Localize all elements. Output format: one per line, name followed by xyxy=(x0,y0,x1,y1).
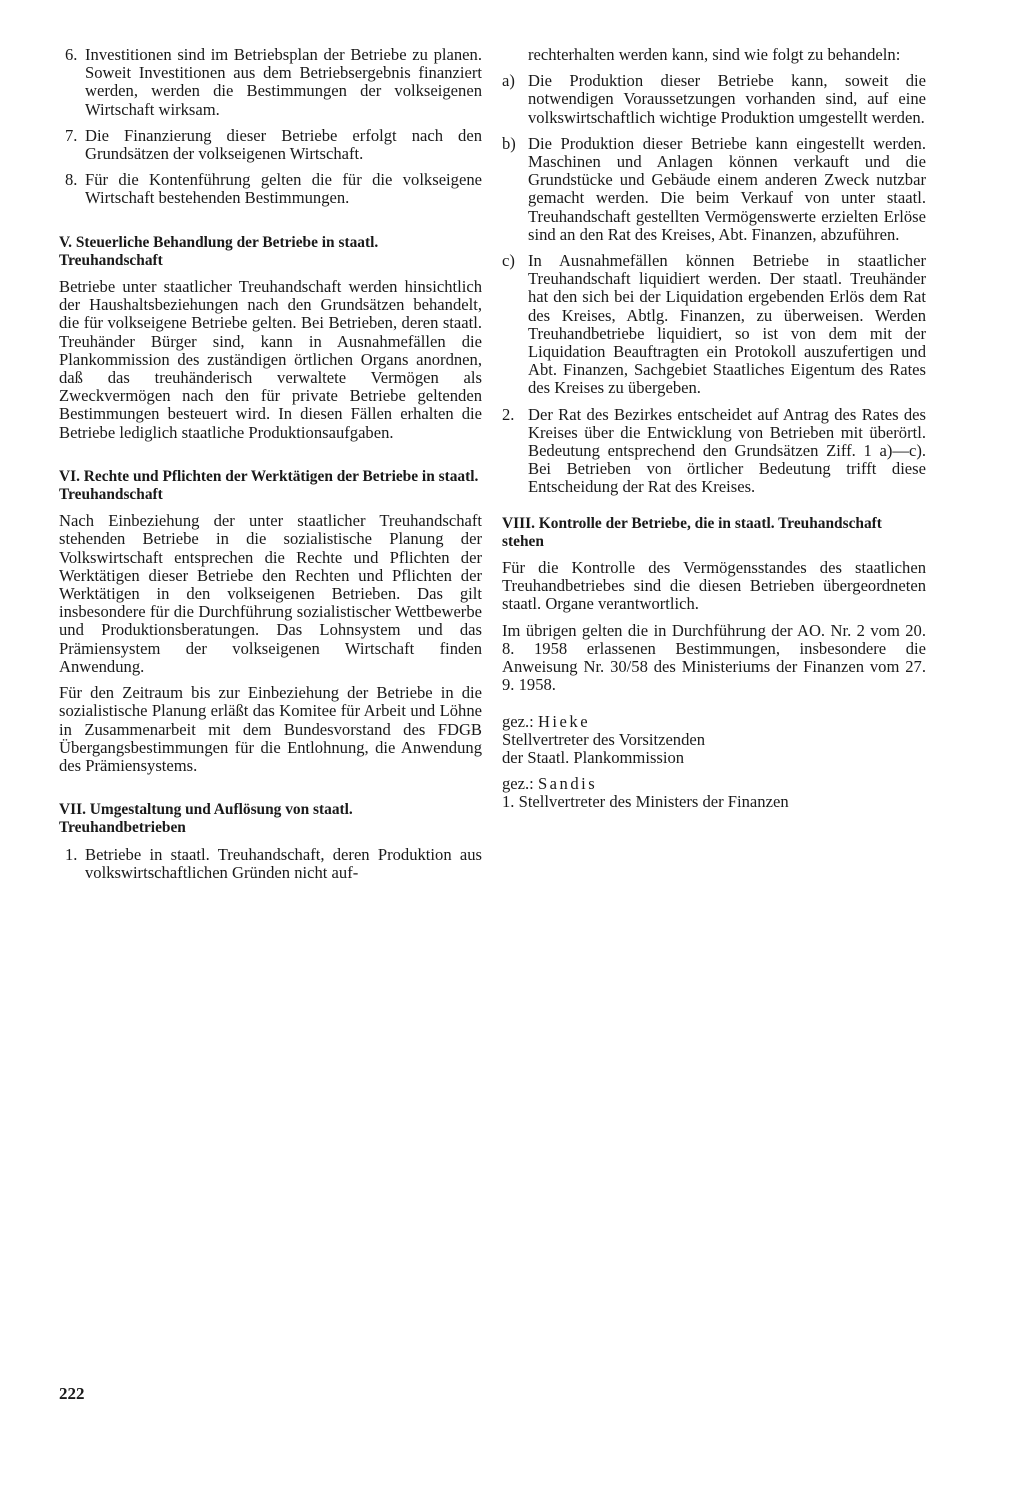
list-item xyxy=(59,846,482,882)
section-v-heading: V. Steuerliche Behandlung der Betriebe in staatl. Treuhandschaft xyxy=(59,233,379,269)
signatory-title: Stellvertreter des Vorsitzenden xyxy=(502,729,706,749)
section-vii-heading: VII. Umgestaltung und Auflösung von staatl. Treuhandbetrieben xyxy=(59,801,353,837)
item-text: Für die Kontenführung gelten die für die volkseigene Wirtschaft bestehenden Bestimmungen. xyxy=(85,170,482,208)
item-text: Die Produktion dieser Betriebe kann eingestellt werden. Maschinen und Anlagen können verkauft und die Grundstücke und Gebäude einem anderen Zweck nutzbar gemacht werden. Die beim Verkauf von unter staatl. Treuhandschaft gestellten Vermögenswerte erzielten Erlöse sind an den Rat des Kreises, Abt. Finanzen, abzuführen. xyxy=(528,133,926,244)
signature-prefix: gez.: xyxy=(502,711,534,731)
item-letter: a) xyxy=(502,71,515,91)
signatory-title: der Staatl. Plankommission xyxy=(502,747,685,767)
item-text: In Ausnahmefällen können Betriebe in staatlicher Treuhandschaft liquidiert werden. Der staatl. Treuhänder hat den sich bei der Liquidation ergebenden Erlös dem Rat des Kreises, Abtlg. Finanzen, zu überweisen. Werden Treuhandbetriebe liquidiert, so ist von dem mit der Liquidation Beauftragten ein Protokoll auszufertigen und Abt. Finanzen, Sachgebiet Staatliches Eigentum des Rates des Kreises zu übergeben. xyxy=(528,251,926,398)
continuation-text xyxy=(502,46,926,64)
item-text: Investitionen sind im Betriebsplan der Betriebe zu planen. Soweit Investitionen aus dem Betriebsergebnis finanziert werden, werden die Bestimmungen der volkseigenen Wirtschaft wirksam. xyxy=(85,45,482,119)
list-item xyxy=(59,171,482,207)
item-letter: c) xyxy=(502,251,515,271)
signatory-title: 1. Stellvertreter des Ministers der Finanzen xyxy=(502,792,789,812)
paragraph: Für die Kontrolle des Vermögensstandes des staatlichen Treuhandbetriebes sind die diesen Betrieben übergeordneten staatl. Organe verantwortlich. xyxy=(502,558,926,614)
paragraph: Betriebe unter staatlicher Treuhandschaft werden hinsichtlich der Haushaltsbeziehungen nach den Grundsätzen behandelt, die für volkseigene Betriebe gelten. Bei Betrieben, deren staatl. Treuhänder Bürger sind, kann in Ausnahmefällen die Plankommission des zuständigen örtlichen Organs anordnen, daß das treuhänderisch verwaltete Vermögen als Zweckvermögen nach den für private Betriebe geltenden Bestimmungen besteuert wird. In diesen Fällen erhalten die Betriebe lediglich staatliche Produktionsaufgaben. xyxy=(59,277,482,442)
item-text: Die Produktion dieser Betriebe kann, soweit die notwendigen Voraussetzungen vorhanden sind, auf eine volkswirtschaftlich wichtige Produktion umgestellt werden. xyxy=(528,71,926,127)
signature-block xyxy=(502,775,926,811)
item-number: 8. xyxy=(65,170,78,190)
list-item xyxy=(59,46,482,119)
signature-line xyxy=(502,775,926,793)
list-item xyxy=(502,406,926,497)
sub-item-b xyxy=(502,135,926,244)
item-number: 7. xyxy=(65,125,78,145)
item-text: Der Rat des Bezirkes entscheidet auf Antrag des Rates des Kreises über die Entwicklung von Betrieben mit überörtl. Bedeutung entsprechend den Grundsätzen Ziff. 1 a)—c). Bei Betrieben von örtlicher Bedeutung trifft diese Entscheidung der Rat des Kreises. xyxy=(528,404,926,497)
sub-item-a xyxy=(502,72,926,127)
item-text: Betriebe in staatl. Treuhandschaft, deren Produktion aus volkswirtschaftlichen Gründen nicht auf- xyxy=(85,844,482,882)
item-text: Die Finanzierung dieser Betriebe erfolgt nach den Grundsätzen der volkseigenen Wirtschaft. xyxy=(85,125,482,164)
section-vi-heading: VI. Rechte und Pflichten der Werktätigen der Betriebe in staatl. Treuhandschaft xyxy=(59,467,479,504)
paragraph: Im übrigen gelten die in Durchführung der AO. Nr. 2 vom 20. 8. 1958 erlassenen Bestimmungen, insbesondere die Anweisung Nr. 30/58 des Ministeriums der Finanzen vom 27. 9. 1958. xyxy=(502,620,926,695)
signatory-name: Sandis xyxy=(537,774,598,794)
left-column xyxy=(59,46,482,890)
signature-line xyxy=(502,713,926,731)
item-letter: b) xyxy=(502,133,516,153)
signature-prefix: gez.: xyxy=(502,774,534,794)
signature-block xyxy=(502,713,926,768)
sub-item-c xyxy=(502,252,926,398)
item-number: 1. xyxy=(65,844,78,864)
paragraph: Nach Einbeziehung der unter staatlicher Treuhandschaft stehenden Betriebe in die sozialistische Planung der Volkswirtschaft entsprechen die Rechte und Pflichten der Werktätigen dieser Betriebe den Rechten und Pflichten der Werktätigen in den volkseigenen Betrieben. Das gilt insbesondere für die Durchführung sozialistischer Wettbewerbe und Produktionsberatungen. Das Lohnsystem und das Prämiensystem der volkseigenen Wirtschaft finden Anwendung. xyxy=(59,511,482,676)
continuation-text-content: rechterhalten werden kann, sind wie folgt zu behandeln: xyxy=(528,45,901,64)
page-number: 222 xyxy=(59,1384,85,1403)
signatory-name: Hieke xyxy=(537,711,591,731)
section-viii-heading: VIII. Kontrolle der Betriebe, die in staatl. Treuhandschaft stehen xyxy=(502,514,882,550)
item-number: 2. xyxy=(502,404,515,424)
paragraph: Für den Zeitraum bis zur Einbeziehung der Betriebe in die sozialistische Planung erläßt das Komitee für Arbeit und Löhne in Zusammenarbeit mit dem Bundesvorstand des FDGB Übergangsbestimmungen für die Entlohnung, die Anwendung des Prämiensystems. xyxy=(59,683,482,775)
list-item xyxy=(59,127,482,163)
item-number: 6. xyxy=(65,45,78,64)
right-column xyxy=(502,46,926,812)
